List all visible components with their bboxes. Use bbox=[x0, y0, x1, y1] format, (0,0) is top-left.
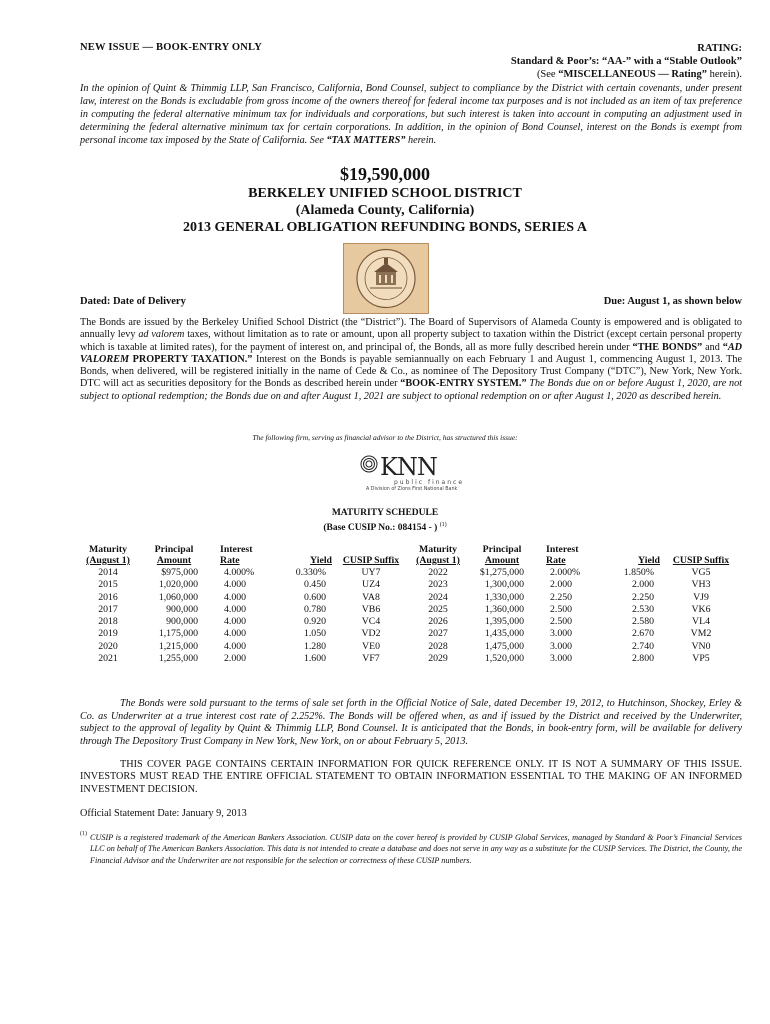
interest-rate-cell: 4.000 bbox=[224, 640, 247, 652]
rating-see-section: “MISCELLANEOUS — Rating” bbox=[558, 69, 708, 80]
principal-cell: 1,475,000 bbox=[484, 640, 524, 652]
principal-cell: 1,330,000 bbox=[484, 591, 524, 603]
interest-rate-cell: 3.000 bbox=[550, 640, 573, 652]
header-yield2-label: Yield bbox=[638, 555, 660, 566]
official-statement-date: Official Statement Date: January 9, 2013 bbox=[80, 808, 247, 819]
maturity-schedule-heading bbox=[0, 508, 770, 534]
cusip-suffix-cell: VK6 bbox=[691, 603, 711, 615]
maturity-cell: 2025 bbox=[428, 603, 448, 615]
header-interest-line1: Interest bbox=[220, 544, 253, 555]
schedule-row bbox=[80, 641, 742, 653]
yield-cell: 1.850% bbox=[623, 567, 654, 578]
maturity-cell: 2014 bbox=[98, 567, 118, 578]
yield-cell: 1.050 bbox=[303, 628, 326, 640]
yield-cell: 0.450 bbox=[303, 579, 326, 591]
header-principal-line1: Principal bbox=[154, 544, 194, 555]
cusip-suffix-cell: VM2 bbox=[690, 628, 712, 640]
rating-label: RATING: bbox=[697, 43, 742, 54]
header-cusip-label: CUSIP Suffix bbox=[342, 555, 400, 566]
yield-cell: 0.330% bbox=[295, 567, 326, 578]
yield-cell: 2.740 bbox=[631, 640, 654, 652]
rating-see-post: herein). bbox=[707, 69, 742, 80]
issuer-name: BERKELEY UNIFIED SCHOOL DISTRICT bbox=[248, 186, 522, 201]
header-yield-2 bbox=[610, 544, 660, 567]
principal-cell: 900,000 bbox=[166, 603, 198, 615]
header-yield bbox=[280, 544, 332, 567]
sale-terms: The Bonds were sold pursuant to the terms of sale set forth in the Official Notice of Sale, dated December 19, 2012, to Hutchinson, Shockey, Erley & Co. as Underwriter at a true interest cost rate of 2.252%. The Bonds will be offered when, as and if issued by the District and received by the Underwriter, subject to the approval of legality by Quint & Thimmig LLP, Bond Counsel. It is anticipated that the Bonds, in book-entry form, will be available for delivery through The Depository Trust Company in New York, New York, on or about February 5, 2013. bbox=[80, 698, 742, 747]
principal-cell: $1,275,000 bbox=[479, 567, 524, 578]
desc-part-2: taxes, without limitation as to rate or amount, upon all property subject to taxation within the District (except certain personal property which is taxable at limited rates), for the payment of interest on, and principal of, the Bonds, all as more fully described herein under bbox=[80, 329, 742, 353]
schedule-cusip-base: (Base CUSIP No.: 084154 - ) bbox=[323, 522, 438, 533]
interest-rate-cell: 4.000 bbox=[224, 591, 247, 603]
rating-block bbox=[511, 42, 742, 81]
yield-cell: 2.800 bbox=[631, 653, 654, 665]
header-principal2-line1: Principal bbox=[482, 544, 522, 555]
interest-rate-cell: 4.000 bbox=[224, 579, 247, 591]
header-interest2-line2: Rate bbox=[546, 555, 566, 566]
footnote-text: CUSIP is a registered trademark of the American Bankers Association. CUSIP data on the cover hereof is provided by CUSIP Global Services, managed by Standard & Poor’s Financial Services LLC on behalf of The American Bankers Association. This data is not intended to create a database and does not serve in any way as a substitute for the CUSIP Services. The District, the County, the Financial Advisor and the Underwriter are not responsible for the selection or correctness of these CUSIP numbers. bbox=[90, 833, 742, 865]
cusip-suffix-cell: VL4 bbox=[692, 616, 710, 628]
bond-description bbox=[80, 317, 742, 403]
principal-cell: 1,435,000 bbox=[484, 628, 524, 640]
desc-ad-valorem: ad valorem bbox=[138, 329, 185, 341]
maturity-cell: 2020 bbox=[98, 640, 118, 652]
schedule-header-row bbox=[80, 544, 742, 567]
principal-cell: 1,395,000 bbox=[484, 616, 524, 628]
interest-rate-cell: 4.000 bbox=[224, 603, 247, 615]
principal-cell: 900,000 bbox=[166, 616, 198, 628]
cusip-footnote bbox=[80, 832, 742, 866]
schedule-subtitle bbox=[0, 520, 770, 535]
district-seal-icon bbox=[344, 244, 428, 313]
redemption-terms: The Bonds due on or before August 1, 2020, are not subject to optional redemption; the Bonds due on and after August 1, 2021 are subject to optional redemption on or after August 1, 2020 as described herein. bbox=[80, 378, 743, 402]
header-principal2-line2: Amount bbox=[484, 555, 520, 566]
interest-rate-cell: 4.000% bbox=[224, 567, 255, 578]
header-principal-2 bbox=[466, 544, 538, 567]
cusip-suffix-cell: VA8 bbox=[362, 591, 380, 603]
knn-logo-division: A Division of Zions First National Bank bbox=[366, 487, 458, 492]
header-maturity bbox=[80, 544, 136, 567]
schedule-body bbox=[80, 567, 742, 665]
knn-logo-subtitle: public finance bbox=[394, 479, 465, 486]
principal-cell: 1,175,000 bbox=[158, 628, 198, 640]
interest-rate-cell: 3.000 bbox=[550, 628, 573, 640]
header-maturity-2 bbox=[410, 544, 466, 567]
issuer-county: (Alameda County, California) bbox=[295, 203, 475, 218]
yield-cell: 2.250 bbox=[631, 591, 654, 603]
cusip-suffix-cell: VB6 bbox=[361, 603, 381, 615]
cusip-suffix-cell: VJ9 bbox=[693, 591, 709, 603]
cover-page-notice: THIS COVER PAGE CONTAINS CERTAIN INFORMATION FOR QUICK REFERENCE ONLY. IT IS NOT A SUMMARY OF THIS ISSUE. INVESTORS MUST READ THE ENTIRE OFFICIAL STATEMENT TO OBTAIN INFORMATION ESSENTIAL TO THE MAKING OF AN INFORMED INVESTMENT DECISION. bbox=[80, 759, 742, 795]
yield-cell: 2.670 bbox=[631, 628, 654, 640]
desc-part-3: and bbox=[702, 341, 723, 353]
principal-cell: 1,360,000 bbox=[484, 603, 524, 615]
schedule-row bbox=[80, 616, 742, 628]
yield-cell: 0.920 bbox=[303, 616, 326, 628]
yield-cell: 1.600 bbox=[303, 653, 326, 665]
maturity-cell: 2016 bbox=[98, 591, 118, 603]
schedule-row bbox=[80, 628, 742, 640]
yield-cell: 0.780 bbox=[303, 603, 326, 615]
yield-cell: 2.580 bbox=[631, 616, 654, 628]
header-maturity2-line1: Maturity bbox=[418, 544, 458, 555]
taxation-ad-valorem: AD VALOREM bbox=[80, 341, 742, 365]
bond-counsel-opinion bbox=[80, 83, 742, 148]
taxation-quote-open: “ bbox=[722, 341, 728, 353]
knn-logo bbox=[360, 453, 470, 495]
cusip-suffix-cell: VD2 bbox=[361, 628, 381, 640]
cusip-suffix-cell: VH3 bbox=[691, 579, 711, 591]
schedule-row bbox=[80, 592, 742, 604]
principal-cell: 1,020,000 bbox=[158, 579, 198, 591]
interest-rate-cell: 2.000 bbox=[224, 653, 247, 665]
header-interest-line2: Rate bbox=[220, 555, 240, 566]
cusip-suffix-cell: VN0 bbox=[691, 640, 711, 652]
interest-rate-cell: 3.000 bbox=[550, 653, 573, 665]
maturity-schedule-table bbox=[80, 544, 742, 665]
yield-cell: 1.280 bbox=[303, 640, 326, 652]
header-maturity-line2: (August 1) bbox=[86, 555, 130, 566]
financial-advisor-intro: The following firm, serving as financial advisor to the District, has structured this issue: bbox=[252, 433, 518, 442]
maturity-cell: 2021 bbox=[98, 653, 118, 665]
principal-cell: 1,300,000 bbox=[484, 579, 524, 591]
interest-rate-cell: 2.500 bbox=[550, 603, 573, 615]
maturity-cell: 2028 bbox=[428, 640, 448, 652]
yield-cell: 0.600 bbox=[303, 591, 326, 603]
the-bonds-reference: “THE BONDS” bbox=[632, 341, 703, 353]
header-maturity2-line2: (August 1) bbox=[416, 555, 460, 566]
schedule-row bbox=[80, 653, 742, 665]
rating-value: Standard & Poor’s: “AA-” with a “Stable Outlook” bbox=[510, 56, 742, 67]
interest-rate-cell: 2.250 bbox=[550, 591, 573, 603]
knn-swirl-icon bbox=[360, 455, 378, 473]
cusip-suffix-cell: VP5 bbox=[692, 653, 710, 665]
desc-part-4: Interest on the Bonds is payable semiannually on each February 1 and August 1, commencing August 1, 2013. The Bonds, when delivered, will be registered initially in the name of Cede & Co., as nominee of The Depository Trust Company (“DTC”), New York, New York. DTC will act as securities depository for the Bonds as described herein under bbox=[80, 353, 743, 390]
header-maturity-line1: Maturity bbox=[88, 544, 128, 555]
header-interest-2 bbox=[538, 544, 610, 567]
rating-reference bbox=[511, 68, 742, 81]
cusip-suffix-cell: VE0 bbox=[362, 640, 380, 652]
interest-rate-cell: 2.000% bbox=[550, 567, 581, 578]
cusip-suffix-cell: VF7 bbox=[362, 653, 380, 665]
principal-cell: 1,060,000 bbox=[158, 591, 198, 603]
header-yield-label: Yield bbox=[310, 555, 332, 566]
offering-amount: $19,590,000 bbox=[340, 164, 430, 184]
rating-see-pre: (See bbox=[536, 69, 559, 80]
maturity-cell: 2019 bbox=[98, 628, 118, 640]
opinion-text: In the opinion of Quint & Thimmig LLP, San Francisco, California, Bond Counsel, subject to compliance by the District with certain covenants, under present law, interest on the Bonds is excludable from gross income of the owners thereof for federal income tax purposes and is not included as an item of tax preference in computing the federal alternative minimum tax for individuals and corporations, but such interest is taken into account in computing an adjustment used in determining the federal alternative minimum tax for certain corporations. In addition, in the opinion of Bond Counsel, interest on the Bonds is exempt from personal income tax imposed by the State of California. See bbox=[80, 83, 742, 146]
yield-cell: 2.000 bbox=[631, 579, 654, 591]
yield-cell: 2.530 bbox=[631, 603, 654, 615]
header-cusip-2 bbox=[660, 544, 742, 567]
principal-cell: $975,000 bbox=[161, 567, 198, 578]
knn-logo-name: KNN bbox=[380, 453, 437, 481]
cusip-suffix-cell: VG5 bbox=[691, 567, 711, 578]
maturity-cell: 2018 bbox=[98, 616, 118, 628]
schedule-row bbox=[80, 604, 742, 616]
schedule-row bbox=[80, 567, 742, 579]
bond-series-title: 2013 GENERAL OBLIGATION REFUNDING BONDS, SERIES A bbox=[183, 220, 587, 235]
footnote-mark: (1) bbox=[80, 831, 87, 837]
maturity-cell: 2029 bbox=[428, 653, 448, 665]
header-interest bbox=[212, 544, 280, 567]
header-principal-line2: Amount bbox=[156, 555, 192, 566]
taxation-tail: PROPERTY TAXATION.” bbox=[129, 353, 253, 365]
maturity-cell: 2024 bbox=[428, 591, 448, 603]
principal-cell: 1,520,000 bbox=[484, 653, 524, 665]
maturity-cell: 2022 bbox=[428, 567, 448, 578]
tax-matters-reference: “TAX MATTERS” bbox=[326, 134, 406, 146]
dated-date: Dated: Date of Delivery bbox=[80, 296, 186, 307]
interest-rate-cell: 4.000 bbox=[224, 616, 247, 628]
due-date: Due: August 1, as shown below bbox=[603, 296, 742, 307]
cusip-suffix-cell: VC4 bbox=[361, 616, 381, 628]
header-cusip bbox=[332, 544, 410, 567]
principal-cell: 1,255,000 bbox=[158, 653, 198, 665]
issue-type: NEW ISSUE — BOOK-ENTRY ONLY bbox=[80, 42, 263, 53]
maturity-cell: 2026 bbox=[428, 616, 448, 628]
principal-cell: 1,215,000 bbox=[158, 640, 198, 652]
header-cusip2-label: CUSIP Suffix bbox=[672, 555, 730, 566]
book-entry-reference: “BOOK-ENTRY SYSTEM.” bbox=[400, 378, 527, 390]
cusip-footnote-mark: (1) bbox=[439, 521, 447, 528]
opinion-tail: herein. bbox=[405, 134, 437, 146]
district-seal-image bbox=[343, 243, 429, 314]
cusip-suffix-cell: UY7 bbox=[361, 567, 381, 578]
maturity-cell: 2015 bbox=[98, 579, 118, 591]
cusip-suffix-cell: UZ4 bbox=[362, 579, 380, 591]
schedule-title: MATURITY SCHEDULE bbox=[331, 508, 439, 518]
interest-rate-cell: 2.000 bbox=[550, 579, 573, 591]
schedule-row bbox=[80, 579, 742, 591]
maturity-cell: 2027 bbox=[428, 628, 448, 640]
interest-rate-cell: 4.000 bbox=[224, 628, 247, 640]
maturity-cell: 2017 bbox=[98, 603, 118, 615]
header-principal bbox=[136, 544, 212, 567]
maturity-cell: 2023 bbox=[428, 579, 448, 591]
desc-part-1: The Bonds are issued by the Berkeley Unified School District (the “District”). The Board of Supervisors of Alameda County is empowered and is obligated to annually levy bbox=[80, 317, 742, 341]
header-interest2-line1: Interest bbox=[546, 544, 579, 555]
interest-rate-cell: 2.500 bbox=[550, 616, 573, 628]
